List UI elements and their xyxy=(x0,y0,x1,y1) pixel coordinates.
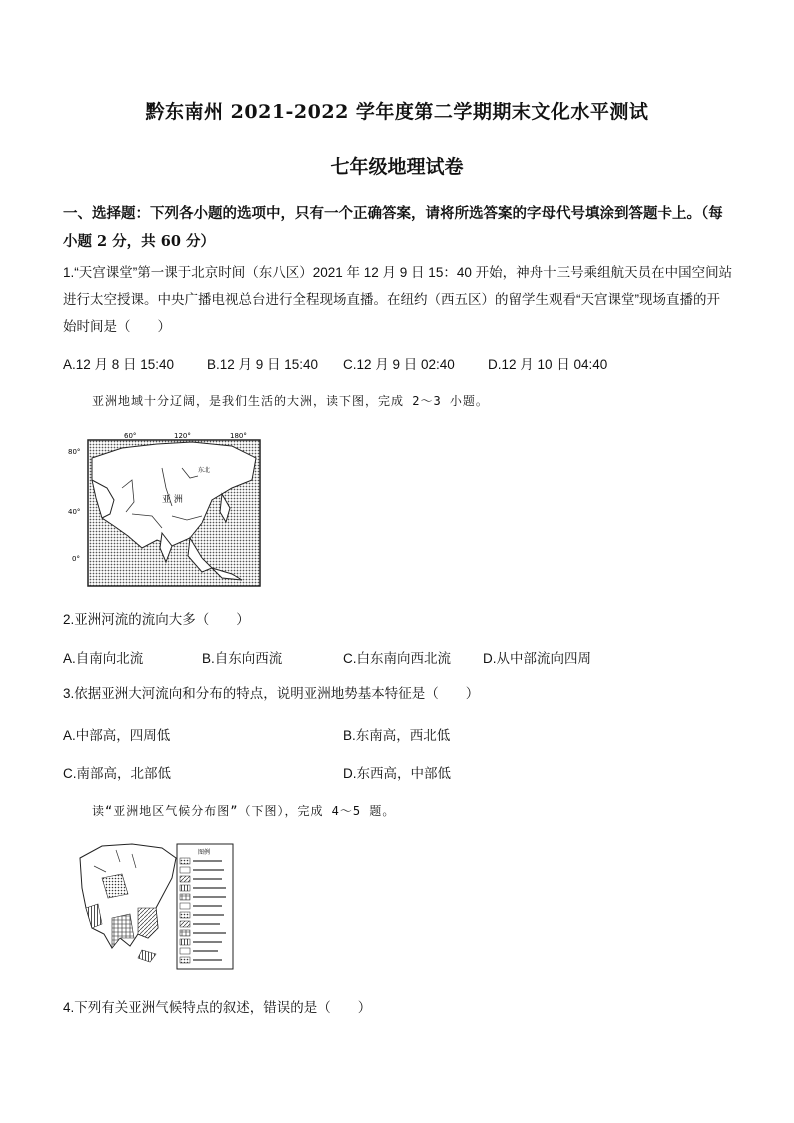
question-1-option-c: C.12 月 9 日 02:40 xyxy=(343,357,455,372)
question-2-option-a: A.自南向北流 xyxy=(63,651,144,666)
question-1-option-d: D.12 月 10 日 04:40 xyxy=(488,357,608,372)
map1-side-label-80: 80° xyxy=(68,448,81,456)
question-3-text: 3.依据亚洲大河流向和分布的特点，说明亚洲地势基本特征是（ ） xyxy=(63,686,480,701)
question-3-option-b: B.东南高，西北低 xyxy=(343,728,451,743)
section-instruction: 一、选择题：下列各小题的选项中，只有一个正确答案，请将所选答案的字母代号填涂到答题卡上。（每小题 2 分，共 60 分） xyxy=(63,205,723,250)
asia-climate-map xyxy=(72,838,237,973)
asia-map xyxy=(62,428,267,590)
question-3-option-d: D.东西高，中部低 xyxy=(343,766,451,781)
question-1-option-b: B.12 月 9 日 15:40 xyxy=(207,357,319,372)
map2-stem: 读“亚洲地区气候分布图”（下图），完成 4～5 题。 xyxy=(92,804,396,818)
map1-stem: 亚洲地域十分辽阔，是我们生活的大洲，读下图，完成 2～3 小题。 xyxy=(92,394,489,408)
question-2-option-c: C.白东南向西北流 xyxy=(343,651,451,666)
question-3-option-a: A.中部高，四周低 xyxy=(63,728,171,743)
map1-top-label-60: 60° xyxy=(124,432,137,440)
map1-small-label: 东北 xyxy=(198,467,211,474)
map1-region-label: 亚 洲 xyxy=(162,495,183,505)
legend-title: 图例 xyxy=(198,849,211,856)
page-subtitle: 七年级地理试卷 xyxy=(330,156,464,178)
question-2-option-d: D.从中部流向四周 xyxy=(483,651,591,666)
map1-top-label-180: 180° xyxy=(230,432,247,440)
question-1-text: 1.“天宫课堂”第一课于北京时间（东八区）2021 年 12 月 9 日 15：40 开始，神舟十三号乘组航天员在中国空间站进行太空授课。中央广播电视总台进行全程现场直播。在纽约（西五区）的留学生观看“天宫课堂”现场直播的开始时间是（ ） xyxy=(63,265,733,334)
map1-side-label-40: 40° xyxy=(68,508,81,516)
climate-zone-islands xyxy=(138,950,156,962)
page-title: 黔东南州 2021-2022 学年度第二学期期末文化水平测试 xyxy=(145,101,649,123)
question-1-option-a: A.12 月 8 日 15:40 xyxy=(63,357,175,372)
climate-zone-southeast xyxy=(138,908,158,938)
question-2-text: 2.亚洲河流的流向大多（ ） xyxy=(63,612,250,627)
question-3-option-c: C.南部高，北部低 xyxy=(63,766,171,781)
map1-side-label-0: 0° xyxy=(72,555,80,563)
question-2-option-b: B.自东向西流 xyxy=(202,651,283,666)
question-4-text: 4.下列有关亚洲气候特点的叙述，错误的是（ ） xyxy=(63,1000,372,1015)
map1-top-label-120: 120° xyxy=(174,432,191,440)
